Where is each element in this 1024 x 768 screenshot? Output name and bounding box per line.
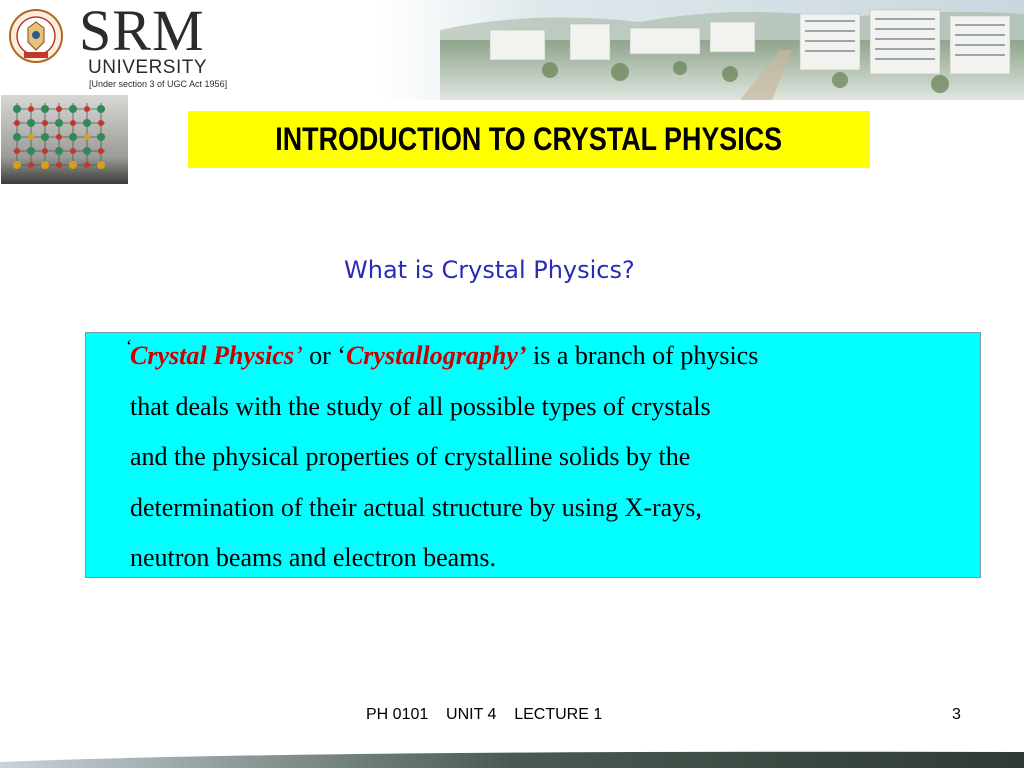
definition-line-1 [130, 331, 975, 382]
header-banner [0, 0, 1024, 100]
definition-line-4: determination of their actual structure by using X-rays, [130, 492, 702, 522]
term2-quote-open: ‘ [337, 341, 346, 370]
definition-line-5: neutron beams and electron beams. [130, 543, 497, 572]
slide-subtitle: What is Crystal Physics? [344, 256, 635, 284]
page-number: 3 [952, 706, 961, 723]
campus-photo [380, 0, 1024, 100]
title-box [188, 111, 870, 168]
university-crest-icon [8, 8, 64, 64]
definition-line-2: that deals with the study of all possible types of crystals [130, 391, 711, 421]
bottom-band [0, 744, 1024, 768]
footer-course-info: PH 0101 UNIT 4 LECTURE 1 [366, 706, 603, 723]
or-word: or [302, 341, 338, 370]
crystal-model-image [1, 95, 128, 184]
definition-text [130, 331, 975, 584]
slide-title: INTRODUCTION TO CRYSTAL PHYSICS [275, 121, 783, 157]
bullet-mark: ‘ [126, 336, 132, 356]
term1-quote-close: ’ [293, 341, 303, 370]
term-crystal-physics: Crystal Physics [130, 341, 294, 370]
term-crystallography: Crystallography’ [345, 341, 527, 370]
logo-note: [Under section 3 of UGC Act 1956] [89, 79, 228, 89]
definition-line-3: and the physical properties of crystalline solids by the [130, 442, 691, 471]
logo-title: SRM [79, 0, 205, 63]
line1-rest: is a branch of physics [526, 341, 759, 370]
logo-subtitle: UNIVERSITY [88, 57, 208, 78]
